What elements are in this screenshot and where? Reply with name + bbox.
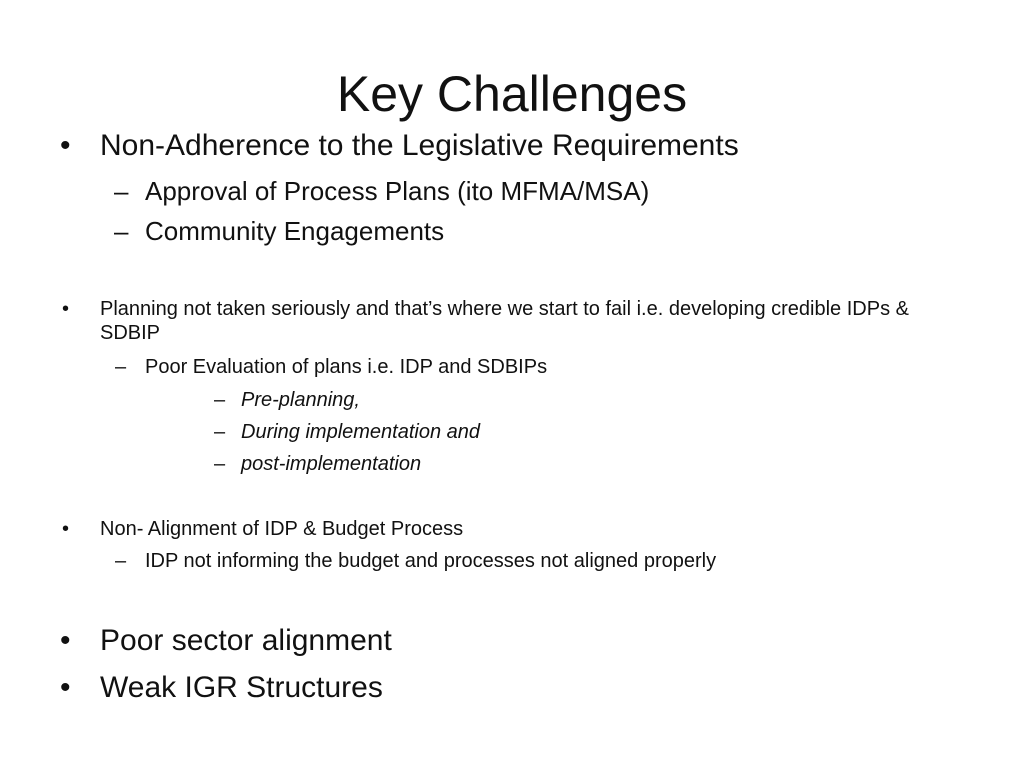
bullet-text: Weak IGR Structures bbox=[100, 671, 383, 704]
sub-sub-bullet-text: During implementation and bbox=[241, 421, 481, 443]
sub-bullet-text: Approval of Process Plans (ito MFMA/MSA) bbox=[145, 176, 650, 206]
sub-sub-bullet-item bbox=[214, 388, 360, 412]
dash-marker: – bbox=[214, 389, 226, 411]
bullet-item bbox=[60, 670, 383, 706]
bullet-text: Non- Alignment of IDP & Budget Process bbox=[100, 518, 464, 540]
bullet-marker: • bbox=[60, 624, 71, 657]
bullet-marker: • bbox=[60, 129, 71, 162]
sub-bullet-text: IDP not informing the budget and processes not aligned properly bbox=[145, 550, 717, 572]
dash-marker: – bbox=[114, 176, 129, 206]
bullet-text: Non-Adherence to the Legislative Requirements bbox=[100, 129, 739, 162]
bullet-marker: • bbox=[60, 671, 71, 704]
sub-sub-bullet-text: post-implementation bbox=[241, 453, 422, 475]
sub-bullet-item bbox=[114, 215, 445, 247]
bullet-marker: • bbox=[62, 298, 70, 320]
sub-bullet-item bbox=[115, 355, 548, 379]
sub-sub-bullet-item bbox=[214, 452, 422, 476]
sub-bullet-text: Poor Evaluation of plans i.e. IDP and SDBIPs bbox=[145, 356, 548, 378]
bullet-text: Poor sector alignment bbox=[100, 624, 392, 657]
dash-marker: – bbox=[214, 453, 226, 475]
sub-sub-bullet-text: Pre-planning, bbox=[241, 389, 360, 411]
sub-bullet-item bbox=[115, 549, 717, 573]
bullet-item bbox=[60, 623, 392, 659]
dash-marker: – bbox=[115, 356, 127, 378]
bullet-item bbox=[60, 128, 739, 164]
slide-title: Key Challenges bbox=[336, 66, 688, 122]
bullet-text: Planning not taken seriously and that’s where we start to fail i.e. developing credible IDPs & SDBIP bbox=[100, 298, 909, 344]
bullet-item bbox=[62, 297, 960, 345]
dash-marker: – bbox=[114, 216, 129, 246]
bullet-marker: • bbox=[62, 518, 70, 540]
bullet-item bbox=[62, 517, 960, 541]
sub-bullet-item bbox=[114, 175, 650, 207]
sub-sub-bullet-item bbox=[214, 420, 481, 444]
dash-marker: – bbox=[115, 550, 127, 572]
sub-bullet-text: Community Engagements bbox=[145, 216, 445, 246]
dash-marker: – bbox=[214, 421, 226, 443]
